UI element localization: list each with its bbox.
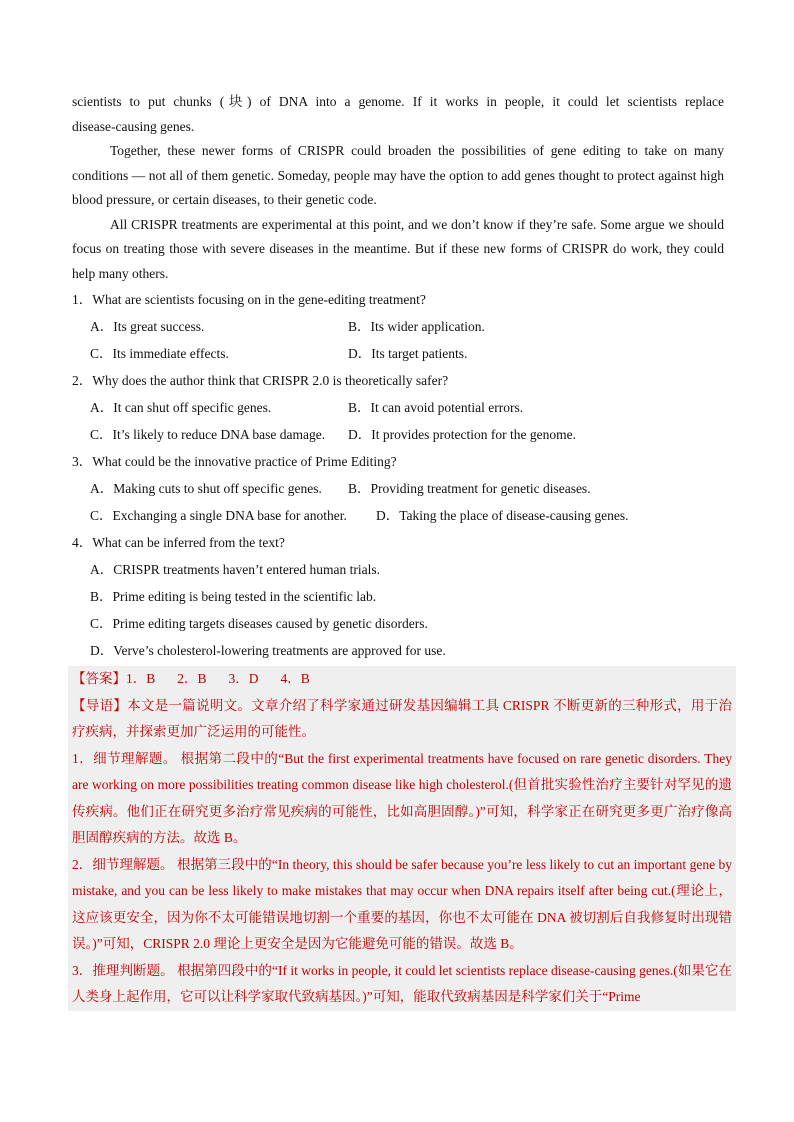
option-row bbox=[72, 475, 724, 502]
option-d: D．Its target patients. bbox=[348, 346, 468, 361]
option-c: C．Its immediate effects. bbox=[90, 346, 229, 361]
option-a: A．Its great success. bbox=[90, 319, 205, 334]
option-a: A．It can shut off specific genes. bbox=[90, 400, 272, 415]
passage-paragraph: All CRISPR treatments are experimental at this point, and we don’t know if they’re safe. Some argue we should focus on treating those with severe diseases in the meantime. But if these new forms of CRISPR do work, they could help many others. bbox=[72, 216, 724, 281]
explanation-1: 1．细节理解题。 根据第二段中的“But the first experimental treatments have focused on rare genetic disorders. They are working on more possibilities treating common disease like high cholesterol.(但首批实验性治疗主要针对罕见的遗传疾病。他们正在研究更多治疗常见疾病的可能性，比如高胆固醇。)”可知，科学家正在研究更多更广治疗像高胆固醇疾病的方法。故选 B。 bbox=[72, 750, 732, 845]
question-stem: 3．What could be the innovative practice of Prime Editing? bbox=[72, 454, 397, 469]
explanation-3: 3．推理判断题。 根据第四段中的“If it works in people, it could let scientists replace disease-causing genes.(如果它在人类身上起作用，它可以让科学家取代致病基因。)”可知，能取代致病基因是科学家们关于“Prime bbox=[72, 962, 732, 1004]
question-1 bbox=[72, 286, 724, 367]
question-stem: 2．Why does the author think that CRISPR 2.0 is theoretically safer? bbox=[72, 373, 449, 388]
option-d: D．It provides protection for the genome. bbox=[348, 427, 576, 442]
option-a: A．CRISPR treatments haven’t entered human trials. bbox=[90, 562, 380, 577]
option-b: B．Its wider application. bbox=[348, 319, 485, 334]
question-stem: 4．What can be inferred from the text? bbox=[72, 535, 285, 550]
question-3 bbox=[72, 448, 724, 529]
option-row bbox=[72, 340, 724, 367]
option-c: C．It’s likely to reduce DNA base damage. bbox=[90, 427, 326, 442]
option-row bbox=[72, 421, 724, 448]
answer-explanation-box bbox=[68, 666, 736, 1011]
option-d: D．Taking the place of disease-causing genes. bbox=[376, 508, 629, 523]
answer-item: 1．B bbox=[126, 671, 156, 686]
option-d: D．Verve’s cholesterol-lowering treatments are approved for use. bbox=[90, 643, 446, 658]
answer-item: 4．B bbox=[280, 671, 310, 686]
passage-line: disease-causing genes. bbox=[72, 118, 195, 134]
guide-text: 【导语】本文是一篇说明文。文章介绍了科学家通过研发基因编辑工具 CRISPR 不断更新的三种形式，用于治疗疾病，并探索更加广泛运用的可能性。 bbox=[72, 697, 732, 739]
explanation-2: 2．细节理解题。 根据第三段中的“In theory, this should be safer because you’re less likely to cut an important gene by mistake, and you can be less likely to make mistakes that may occur when DNA repairs itself after being cut.(理论上，这应该更安全，因为你不太可能错误地切割一个重要的基因，你也不太可能在 DNA 被切割后自我修复时出现错误。)”可知，CRISPR 2.0 理论上更安全是因为它能避免可能的错误。故选 B。 bbox=[72, 856, 732, 951]
answer-item: 2．B bbox=[177, 671, 207, 686]
passage-line: scientists to put chunks (块) of DNA into a genome. If it works in people, it could let scientists replace bbox=[72, 94, 724, 109]
passage-paragraph: Together, these newer forms of CRISPR could broaden the possibilities of gene editing to take on many conditions — not all of them genetic. Someday, people may have the option to add genes thought to protect against high blood pressure, or certain diseases, to their genetic code. bbox=[72, 143, 724, 207]
answer-item: 3．D bbox=[228, 671, 259, 686]
answer-key bbox=[72, 666, 732, 693]
option-a: A．Making cuts to shut off specific genes. bbox=[90, 481, 322, 496]
question-stem: 1．What are scientists focusing on in the gene-editing treatment? bbox=[72, 292, 426, 307]
option-row bbox=[72, 394, 724, 421]
option-row bbox=[72, 313, 724, 340]
document-page bbox=[72, 90, 732, 1011]
option-c: C．Prime editing targets diseases caused by genetic disorders. bbox=[90, 616, 428, 631]
option-b: B．Providing treatment for genetic diseases. bbox=[348, 481, 591, 496]
option-row bbox=[72, 502, 724, 529]
question-2 bbox=[72, 367, 724, 448]
answer-label: 【答案】 bbox=[72, 671, 126, 686]
option-b: B．Prime editing is being tested in the scientific lab. bbox=[90, 589, 377, 604]
question-4 bbox=[72, 529, 724, 664]
option-c: C．Exchanging a single DNA base for another. bbox=[90, 508, 347, 523]
option-b: B．It can avoid potential errors. bbox=[348, 400, 524, 415]
